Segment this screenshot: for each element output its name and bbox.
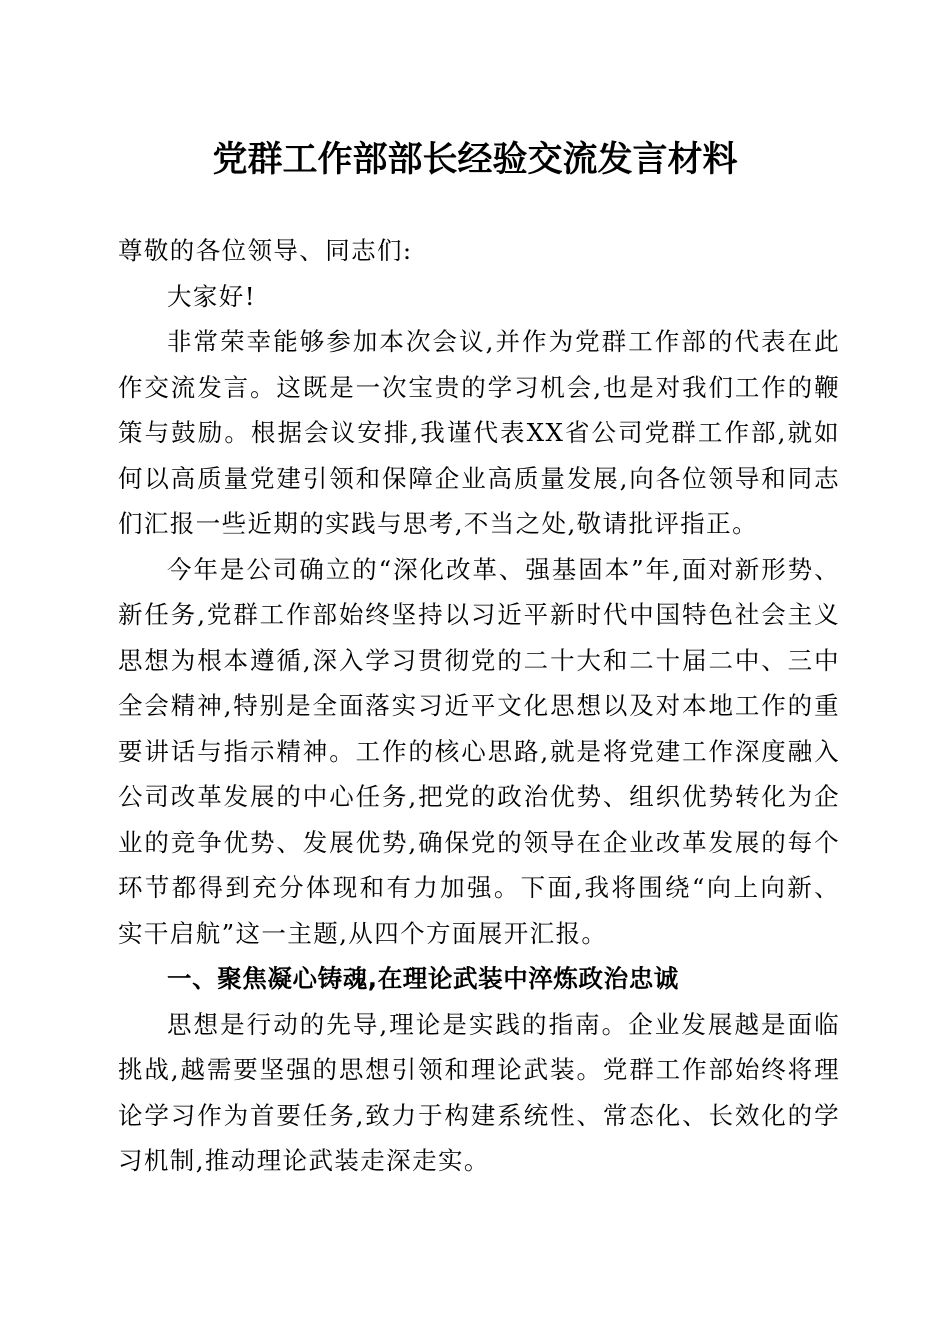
paragraph-intro: 非常荣幸能够参加本次会议,并作为党群工作部的代表在此作交流发言。这既是一次宝贵的学习机会,也是对我们工作的鞭策与鼓励。根据会议安排,我谨代表XX省公司党群工作部,就如何以高质量党建引领和保障企业高质量发展,向各位领导和同志们汇报一些近期的实践与思考,不当之处,敬请批评指正。 [118, 327, 840, 538]
greeting: 大家好! [167, 281, 256, 311]
section-paragraph: 思想是行动的先导,理论是实践的指南。企业发展越是面临挑战,越需要坚强的思想引领和理论武装。党群工作部始终将理论学习作为首要任务,致力于构建系统性、常态化、长效化的学习机制,推动理论武装走深走实。 [118, 1009, 840, 1175]
paragraph-overview: 今年是公司确立的“深化改革、强基固本”年,面对新形势、新任务,党群工作部始终坚持以习近平新时代中国特色社会主义思想为根本遵循,深入学习贯彻党的二十大和二十届二中、三中全会精神,特别是全面落实习近平文化思想以及对本地工作的重要讲话与指示精神。工作的核心思路,就是将党建工作深度融入公司改革发展的中心任务,把党的政治优势、组织优势转化为企业的竞争优势、发展优势,确保党的领导在企业改革发展的每个环节都得到充分体现和有力加强。下面,我将围绕“向上向新、实干启航”这一主题,从四个方面展开汇报。 [118, 554, 840, 948]
document-body [118, 228, 840, 1184]
section-heading: 一、聚焦凝心铸魂,在理论武装中淬炼政治忠诚 [167, 964, 679, 993]
salutation: 尊敬的各位领导、同志们: [118, 236, 413, 265]
document-title: 党群工作部部长经验交流发言材料 [212, 139, 738, 180]
